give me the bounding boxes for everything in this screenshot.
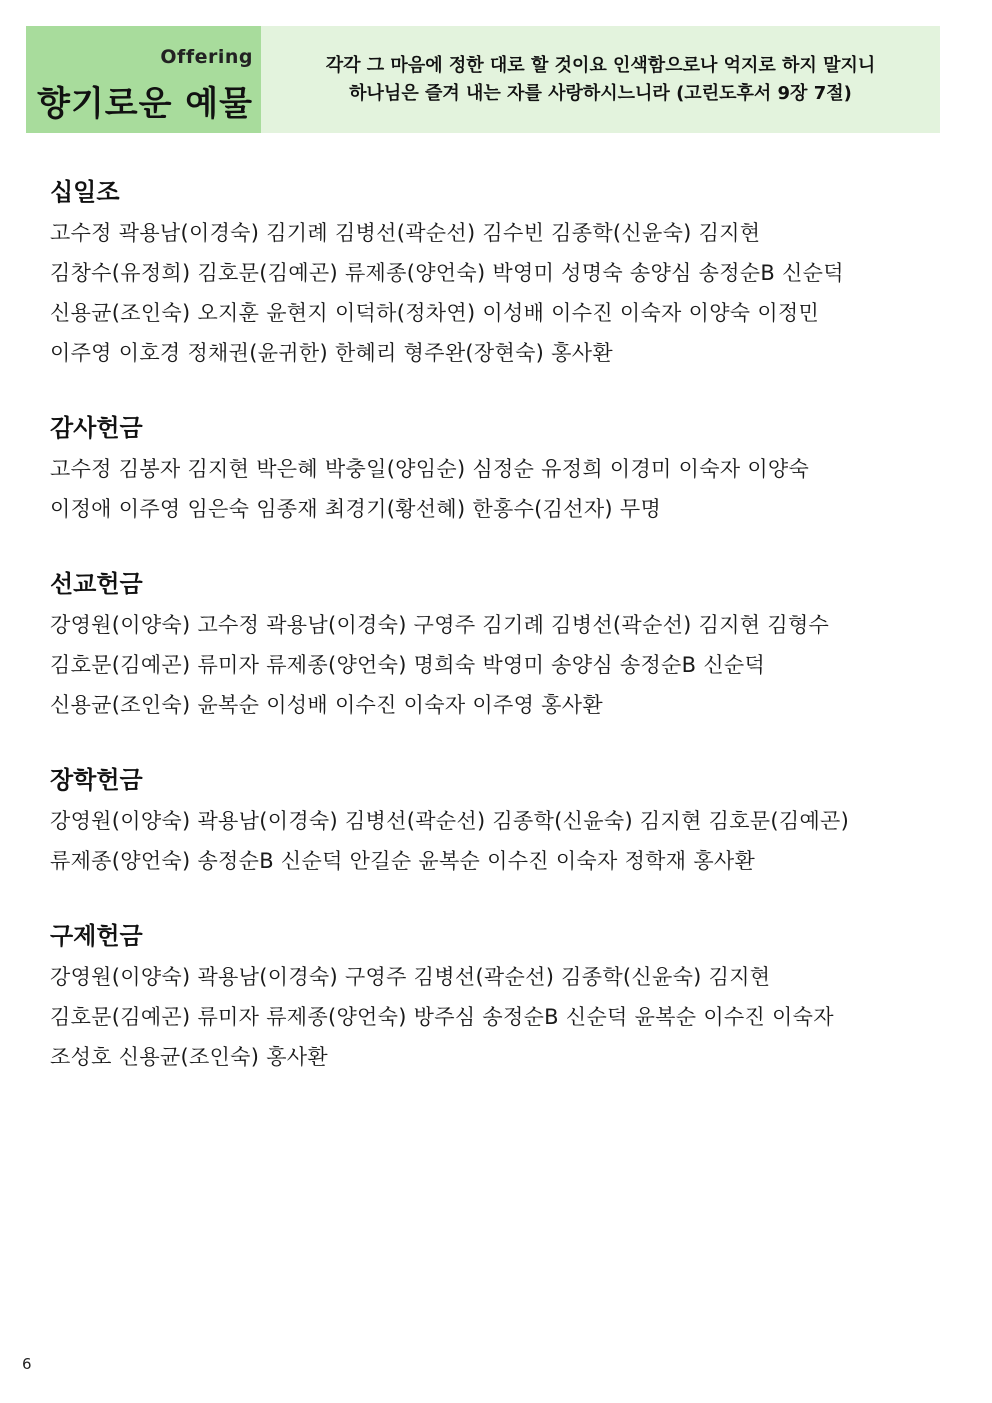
names-line: 신용균(조인숙) 윤복순 이성배 이수진 이숙자 이주영 홍사환: [50, 693, 603, 717]
header-title-box: [26, 26, 261, 133]
names-line: 강영원(이양숙) 고수정 곽용남(이경숙) 구영주 김기례 김병선(곽순선) 김지현 김형수: [50, 613, 830, 637]
names-line: 이정애 이주영 임은숙 임종재 최경기(황선혜) 한홍수(김선자) 무명: [50, 497, 662, 521]
section-title: 구제헌금: [50, 922, 143, 950]
section-title: 장학헌금: [50, 766, 143, 794]
offering-list: [50, 175, 930, 1115]
names-line: 조성호 신용균(조인숙) 홍사환: [50, 1045, 328, 1069]
names-line: 김창수(유정희) 김호문(김예곤) 류제종(양언숙) 박영미 성명숙 송양심 송정순B 신순덕: [50, 261, 844, 285]
section-mission: [50, 567, 930, 725]
section-title: 선교헌금: [50, 570, 143, 598]
names-line: 강영원(이양숙) 곽용남(이경숙) 구영주 김병선(곽순선) 김종학(신윤숙) 김지현: [50, 965, 771, 989]
page-number: 6: [22, 1355, 32, 1373]
verse-line: 각각 그 마음에 정한 대로 할 것이요 인색함으로나 억지로 하지 말지니: [325, 54, 876, 76]
section-scholarship: [50, 763, 930, 881]
header-verse-box: [261, 26, 940, 133]
names-line: 신용균(조인숙) 오지훈 윤현지 이덕하(정차연) 이성배 이수진 이숙자 이양숙 이정민: [50, 301, 820, 325]
header-english-title: Offering: [160, 46, 253, 68]
names-line: 이주영 이호경 정채권(윤귀한) 한혜리 형주완(장현숙) 홍사환: [50, 341, 613, 365]
names-line: 고수정 곽용남(이경숙) 김기례 김병선(곽순선) 김수빈 김종학(신윤숙) 김지현: [50, 221, 761, 245]
section-relief: [50, 919, 930, 1077]
section-title: 감사헌금: [50, 414, 143, 442]
verse-line: 하나님은 즐겨 내는 자를 사랑하시느니라 (고린도후서 9장 7절): [349, 82, 852, 104]
section-tithe: [50, 175, 930, 373]
names-line: 류제종(양언숙) 송정순B 신순덕 안길순 윤복순 이수진 이숙자 정학재 홍사환: [50, 849, 756, 873]
offering-header: [26, 26, 940, 133]
names-line: 김호문(김예곤) 류미자 류제종(양언숙) 명희숙 박영미 송양심 송정순B 신순덕: [50, 653, 766, 677]
section-thanksgiving: [50, 411, 930, 529]
header-korean-title: 향기로운 예물: [37, 84, 253, 124]
section-title: 십일조: [50, 178, 120, 206]
names-line: 김호문(김예곤) 류미자 류제종(양언숙) 방주심 송정순B 신순덕 윤복순 이수진 이숙자: [50, 1005, 834, 1029]
names-line: 강영원(이양숙) 곽용남(이경숙) 김병선(곽순선) 김종학(신윤숙) 김지현 김호문(김예곤): [50, 809, 850, 833]
names-line: 고수정 김봉자 김지현 박은혜 박충일(양임순) 심정순 유정희 이경미 이숙자 이양숙: [50, 457, 810, 481]
